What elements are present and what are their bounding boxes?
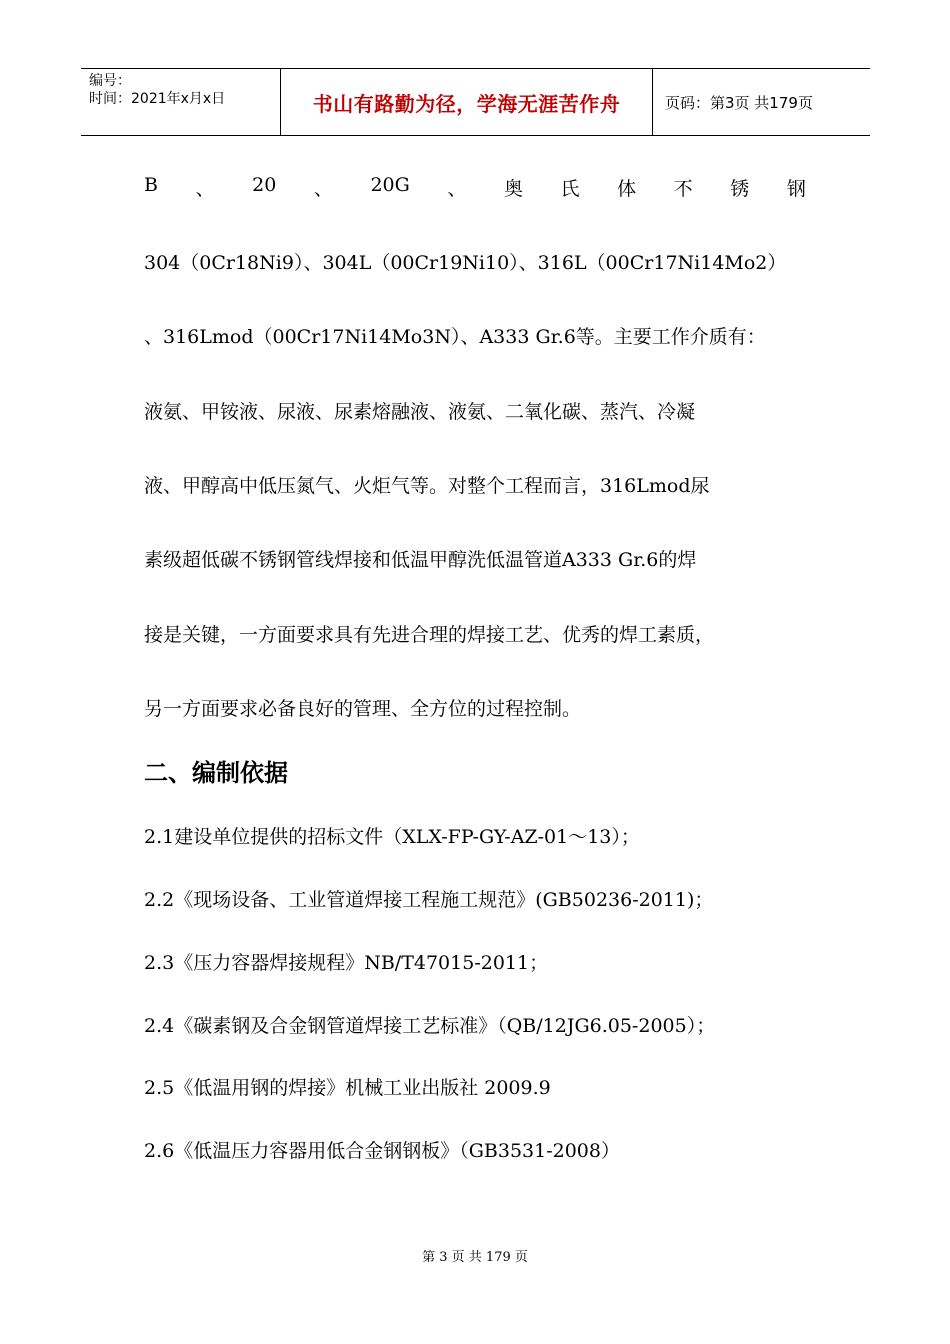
page-info: 页码：第3页 共179页	[665, 93, 813, 112]
line1-token: B	[144, 174, 158, 196]
reference-item: 2.6《低温压力容器用低合金钢钢板》（GB3531-2008）	[144, 1140, 620, 1162]
header-motto-cell	[281, 69, 653, 135]
page-footer: 第 3 页 共 179 页	[422, 1250, 528, 1265]
number-label: 编号：	[89, 73, 131, 89]
line1-token: 体	[617, 178, 637, 200]
line1-token: 钢	[786, 178, 806, 200]
body-line-4: 液氨、甲铵液、尿液、尿素熔融液、液氨、二氧化碳、蒸汽、冷凝	[144, 401, 696, 423]
body-line-1	[144, 174, 806, 201]
line1-token: 20	[252, 174, 277, 196]
line1-token: 氏	[560, 178, 580, 200]
motto-text: 书山有路勤为径，学海无涯苦作舟	[312, 91, 621, 116]
time-label: 时间：2021年x月x日	[89, 91, 226, 107]
body-line-8: 另一方面要求必备良好的管理、全方位的过程控制。	[144, 698, 582, 720]
body-line-2: 304（0Cr18Ni9）、304L（00Cr19Ni10）、316L（00Cr17Ni14Mo2）	[144, 252, 787, 274]
body-line-6: 素级超低碳不锈钢管线焊接和低温甲醇洗低温管道A333 Gr.6的焊	[144, 549, 697, 571]
line1-token: 、	[313, 178, 333, 200]
line1-token: 20G	[370, 174, 410, 196]
header-page-cell	[653, 69, 870, 135]
reference-item: 2.1建设单位提供的招标文件（XLX-FP-GY-AZ-01～13）；	[144, 826, 640, 848]
line1-token: 、	[195, 178, 215, 200]
reference-item: 2.4《碳素钢及合金钢管道焊接工艺标准》（QB/12JG6.05-2005）；	[144, 1015, 716, 1037]
body-line-3: 、316Lmod（00Cr17Ni14Mo3N）、A333 Gr.6等。主要工作介质有：	[144, 326, 766, 348]
body-line-7: 接是关键，一方面要求具有先进合理的焊接工艺、优秀的焊工素质，	[144, 624, 715, 646]
section-heading: 二、编制依据	[144, 759, 288, 787]
line1-token: 不	[673, 178, 693, 200]
reference-item: 2.5《低温用钢的焊接》机械工业出版社 2009.9	[144, 1077, 551, 1099]
line1-token: 锈	[730, 178, 750, 200]
header-info-cell	[81, 69, 281, 135]
reference-item: 2.2《现场设备、工业管道焊接工程施工规范》(GB50236-2011)；	[144, 889, 714, 911]
body-line-5: 液、甲醇高中低压氮气、火炬气等。对整个工程而言，316Lmod尿	[144, 475, 710, 497]
reference-item: 2.3《压力容器焊接规程》NB/T47015-2011；	[144, 952, 549, 974]
line1-token: 、	[447, 178, 467, 200]
line1-token: 奥	[503, 178, 523, 200]
document-header	[81, 68, 870, 136]
